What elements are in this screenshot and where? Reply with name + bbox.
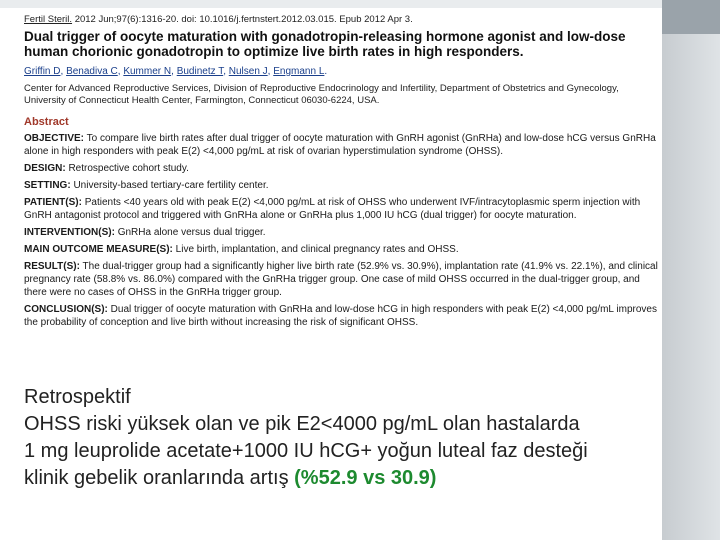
section-label: CONCLUSION(S): (24, 304, 108, 315)
article-title: Dual trigger of oocyte maturation with gonadotropin-releasing hormone agonist and low-dose human chorionic gonadotropin to optimize live birth rates in high responders. (24, 29, 626, 59)
author-link[interactable]: Engmann L (273, 66, 325, 77)
note-line-with-highlight (24, 465, 664, 492)
journal-link[interactable]: Fertil Steril. (24, 14, 73, 25)
author-link[interactable]: Budinetz T (176, 66, 224, 77)
section-setting (24, 179, 662, 192)
author-link[interactable]: Griffin D (24, 66, 61, 77)
section-text: Retrospective cohort study. (68, 163, 189, 174)
section-label: PATIENT(S): (24, 197, 82, 208)
section-text: The dual-trigger group had a significantly higher live birth rate (52.9% vs. 30.9%), implantation rate (41.9% vs. 22.1%), and clinical pregnancy rate (58.8% vs. 86.0%) compared with the GnRHa trigger group. One case of mild OHSS occurred in the dual-trigger group, and there were no cases of OHSS in the GnRHa trigger group. (24, 261, 658, 298)
abstract-panel (20, 8, 662, 380)
author-link[interactable]: Nulsen J (228, 66, 268, 77)
section-text: To compare live birth rates after dual trigger of oocyte maturation with GnRH agonist (GnRHa) and low-dose hCG versus GnRHa alone in high responders with peak E(2) <4,000 pg/mL at risk of ovarian hyperstimulation syndrome (OHSS). (24, 133, 656, 157)
affiliation: Center for Advanced Reproductive Services, Division of Reproductive Endocrinology and Infertility, Department of Obstetrics and Gynecology, University of Connecticut Health Center, Farmington, Connecticut 06030-6224, USA. (24, 83, 619, 106)
section-text: University-based tertiary-care fertility center. (73, 180, 269, 191)
note-line: 1 mg leuprolide acetate+1000 IU hCG+ yoğun luteal faz desteği (24, 440, 588, 462)
citation-details: 2012 Jun;97(6):1316-20. doi: 10.1016/j.fertnstert.2012.03.015. Epub 2012 Apr 3. (74, 14, 413, 25)
section-label: SETTING: (24, 180, 71, 191)
section-label: MAIN OUTCOME MEASURE(S): (24, 244, 173, 255)
section-conclusions (24, 303, 662, 329)
author-link[interactable]: Benadiva C (66, 66, 118, 77)
section-text: Live birth, implantation, and clinical pregnancy rates and OHSS. (175, 244, 459, 255)
author-list: Griffin D, Benadiva C, Kummer N, Budinetz T, Nulsen J, Engmann L. (24, 66, 328, 77)
section-label: DESIGN: (24, 163, 66, 174)
section-objective (24, 132, 662, 158)
section-label: RESULT(S): (24, 261, 80, 272)
section-results (24, 260, 662, 299)
note-text: klinik gebelik oranlarında artış (24, 467, 295, 489)
section-text: GnRHa alone versus dual trigger. (117, 227, 266, 238)
section-design (24, 162, 662, 175)
author-link[interactable]: Kummer N (123, 66, 172, 77)
abstract-heading: Abstract (24, 116, 69, 128)
section-outcome-measures (24, 243, 662, 256)
section-text: Patients <40 years old with peak E(2) <4,000 pg/mL at risk of OHSS who underwent IVF/intracytoplasmic sperm injection with GnRH antagonist protocol and triggered with GnRHa alone or GnRHa plus 1,000 IU hCG (dual trigger) for oocyte maturation. (24, 197, 641, 221)
section-label: INTERVENTION(S): (24, 227, 115, 238)
note-line: Retrospektif (24, 386, 131, 408)
note-highlight: (%52.9 vs 30.9) (294, 467, 437, 489)
citation (24, 13, 662, 26)
section-text: Dual trigger of oocyte maturation with GnRHa and low-dose hCG in high responders with peak E(2) <4,000 pg/mL improves the probability of conception and live birth without increasing the risk of significant OHSS. (24, 304, 657, 328)
section-label: OBJECTIVE: (24, 133, 85, 144)
section-patients (24, 196, 662, 222)
note-line: OHSS riski yüksek olan ve pik E2<4000 pg/mL olan hastalarda (24, 413, 580, 435)
top-band (0, 0, 720, 8)
right-band-top (662, 0, 720, 34)
right-band (662, 0, 720, 540)
section-interventions (24, 226, 662, 239)
slide-note (24, 384, 664, 492)
